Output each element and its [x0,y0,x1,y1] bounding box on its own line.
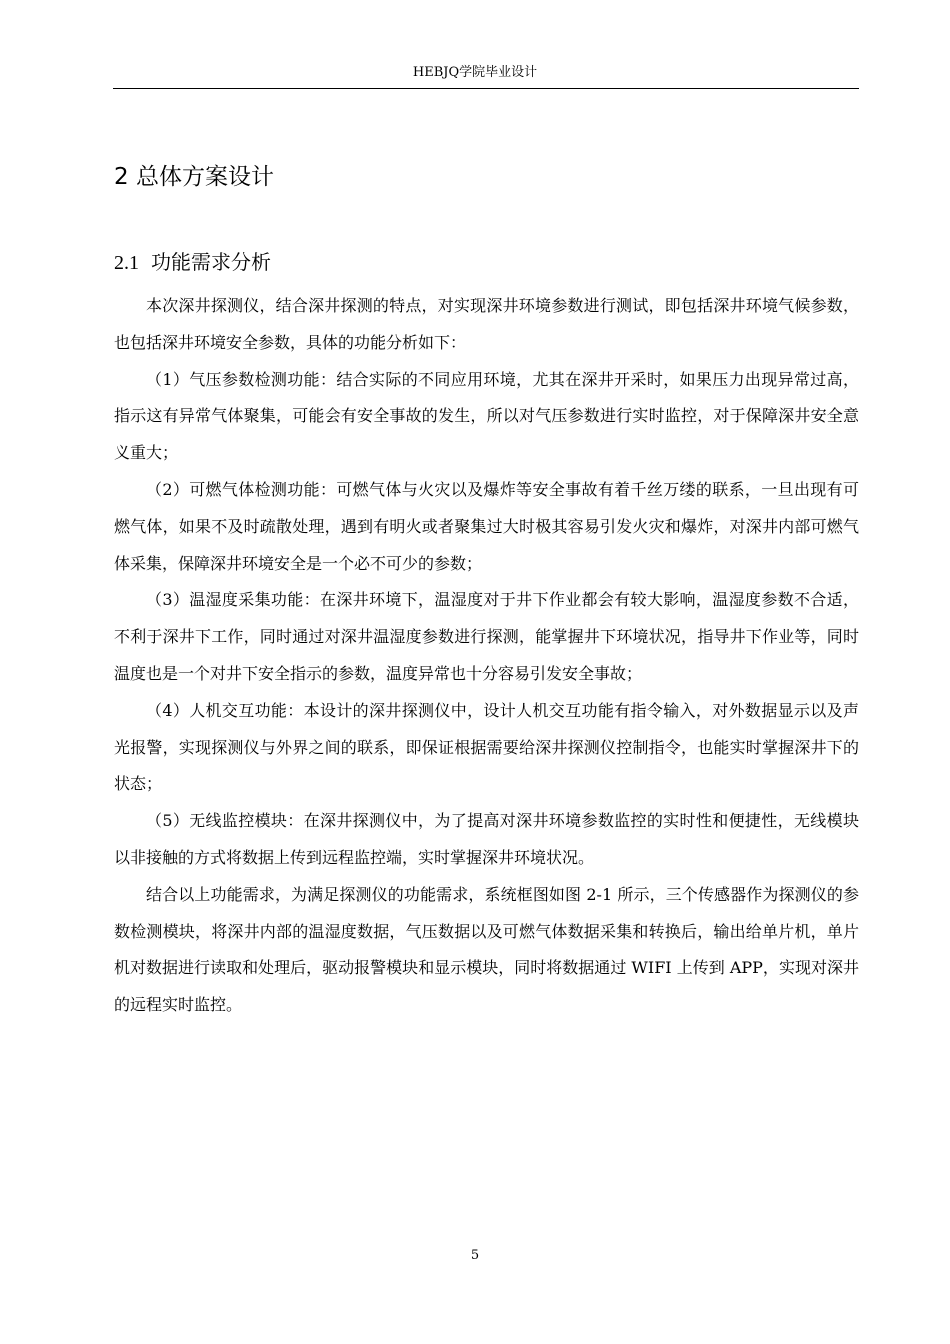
page-number: 5 [470,1248,480,1263]
paragraph-intro: 本次深井探测仪，结合深井探测的特点，对实现深井环境参数进行测试，即包括深井环境气候参数，也包括深井环境安全参数，具体的功能分析如下： [114,296,859,352]
paragraph-wireless: （5）无线监控模块：在深井探测仪中，为了提高对深井环境参数监控的实时性和便捷性，无线模块以非接触的方式将数据上传到远程监控端，实时掌握深井环境状况。 [114,811,859,867]
paragraph-hmi: （4）人机交互功能：本设计的深井探测仪中，设计人机交互功能有指令输入，对外数据显示以及声光报警，实现探测仪与外界之间的联系，即保证根据需要给深井探测仪控制指令，也能实时掌握深井下的状态； [114,700,859,794]
body-text [114,288,859,1024]
paragraph-summary: 结合以上功能需求，为满足探测仪的功能需求，系统框图如图 2-1 所示，三个传感器作为探测仪的参数检测模块，将深井内部的温湿度数据，气压数据以及可燃气体数据采集和转换后，输出给单片机，单片机对数据进行读取和处理后，驱动报警模块和显示模块，同时将数据通过 WIFI 上传到 APP，实现对深井的远程实时监控。 [114,884,859,1015]
section-number: 2.1 [114,252,139,274]
paragraph-gas: （2）可燃气体检测功能：可燃气体与火灾以及爆炸等安全事故有着千丝万缕的联系，一旦出现有可燃气体，如果不及时疏散处理，遇到有明火或者聚集过大时极其容易引发火灾和爆炸，对深井内部可燃气体采集，保障深井环境安全是一个必不可少的参数； [114,479,859,573]
chapter-title: 2 总体方案设计 [114,164,274,190]
paragraph-temperature: （3）温湿度采集功能：在深井环境下，温湿度对于井下作业都会有较大影响，温湿度参数不合适，不利于深井下工作，同时通过对深井温湿度参数进行探测，能掌握井下环境状况，指导井下作业等，同时温度也是一个对井下安全指示的参数，温度异常也十分容易引发安全事故； [114,590,859,683]
paragraph-pressure: （1）气压参数检测功能：结合实际的不同应用环境，尤其在深井开采时，如果压力出现异常过高，指示这有异常气体聚集，可能会有安全事故的发生，所以对气压参数进行实时监控，对于保障深井安全意义重大； [114,369,859,463]
section-title-text: 功能需求分析 [151,250,271,274]
page-header: HEBJQ学院毕业设计 [412,65,538,80]
section-title [114,247,271,278]
header-divider [113,88,859,89]
